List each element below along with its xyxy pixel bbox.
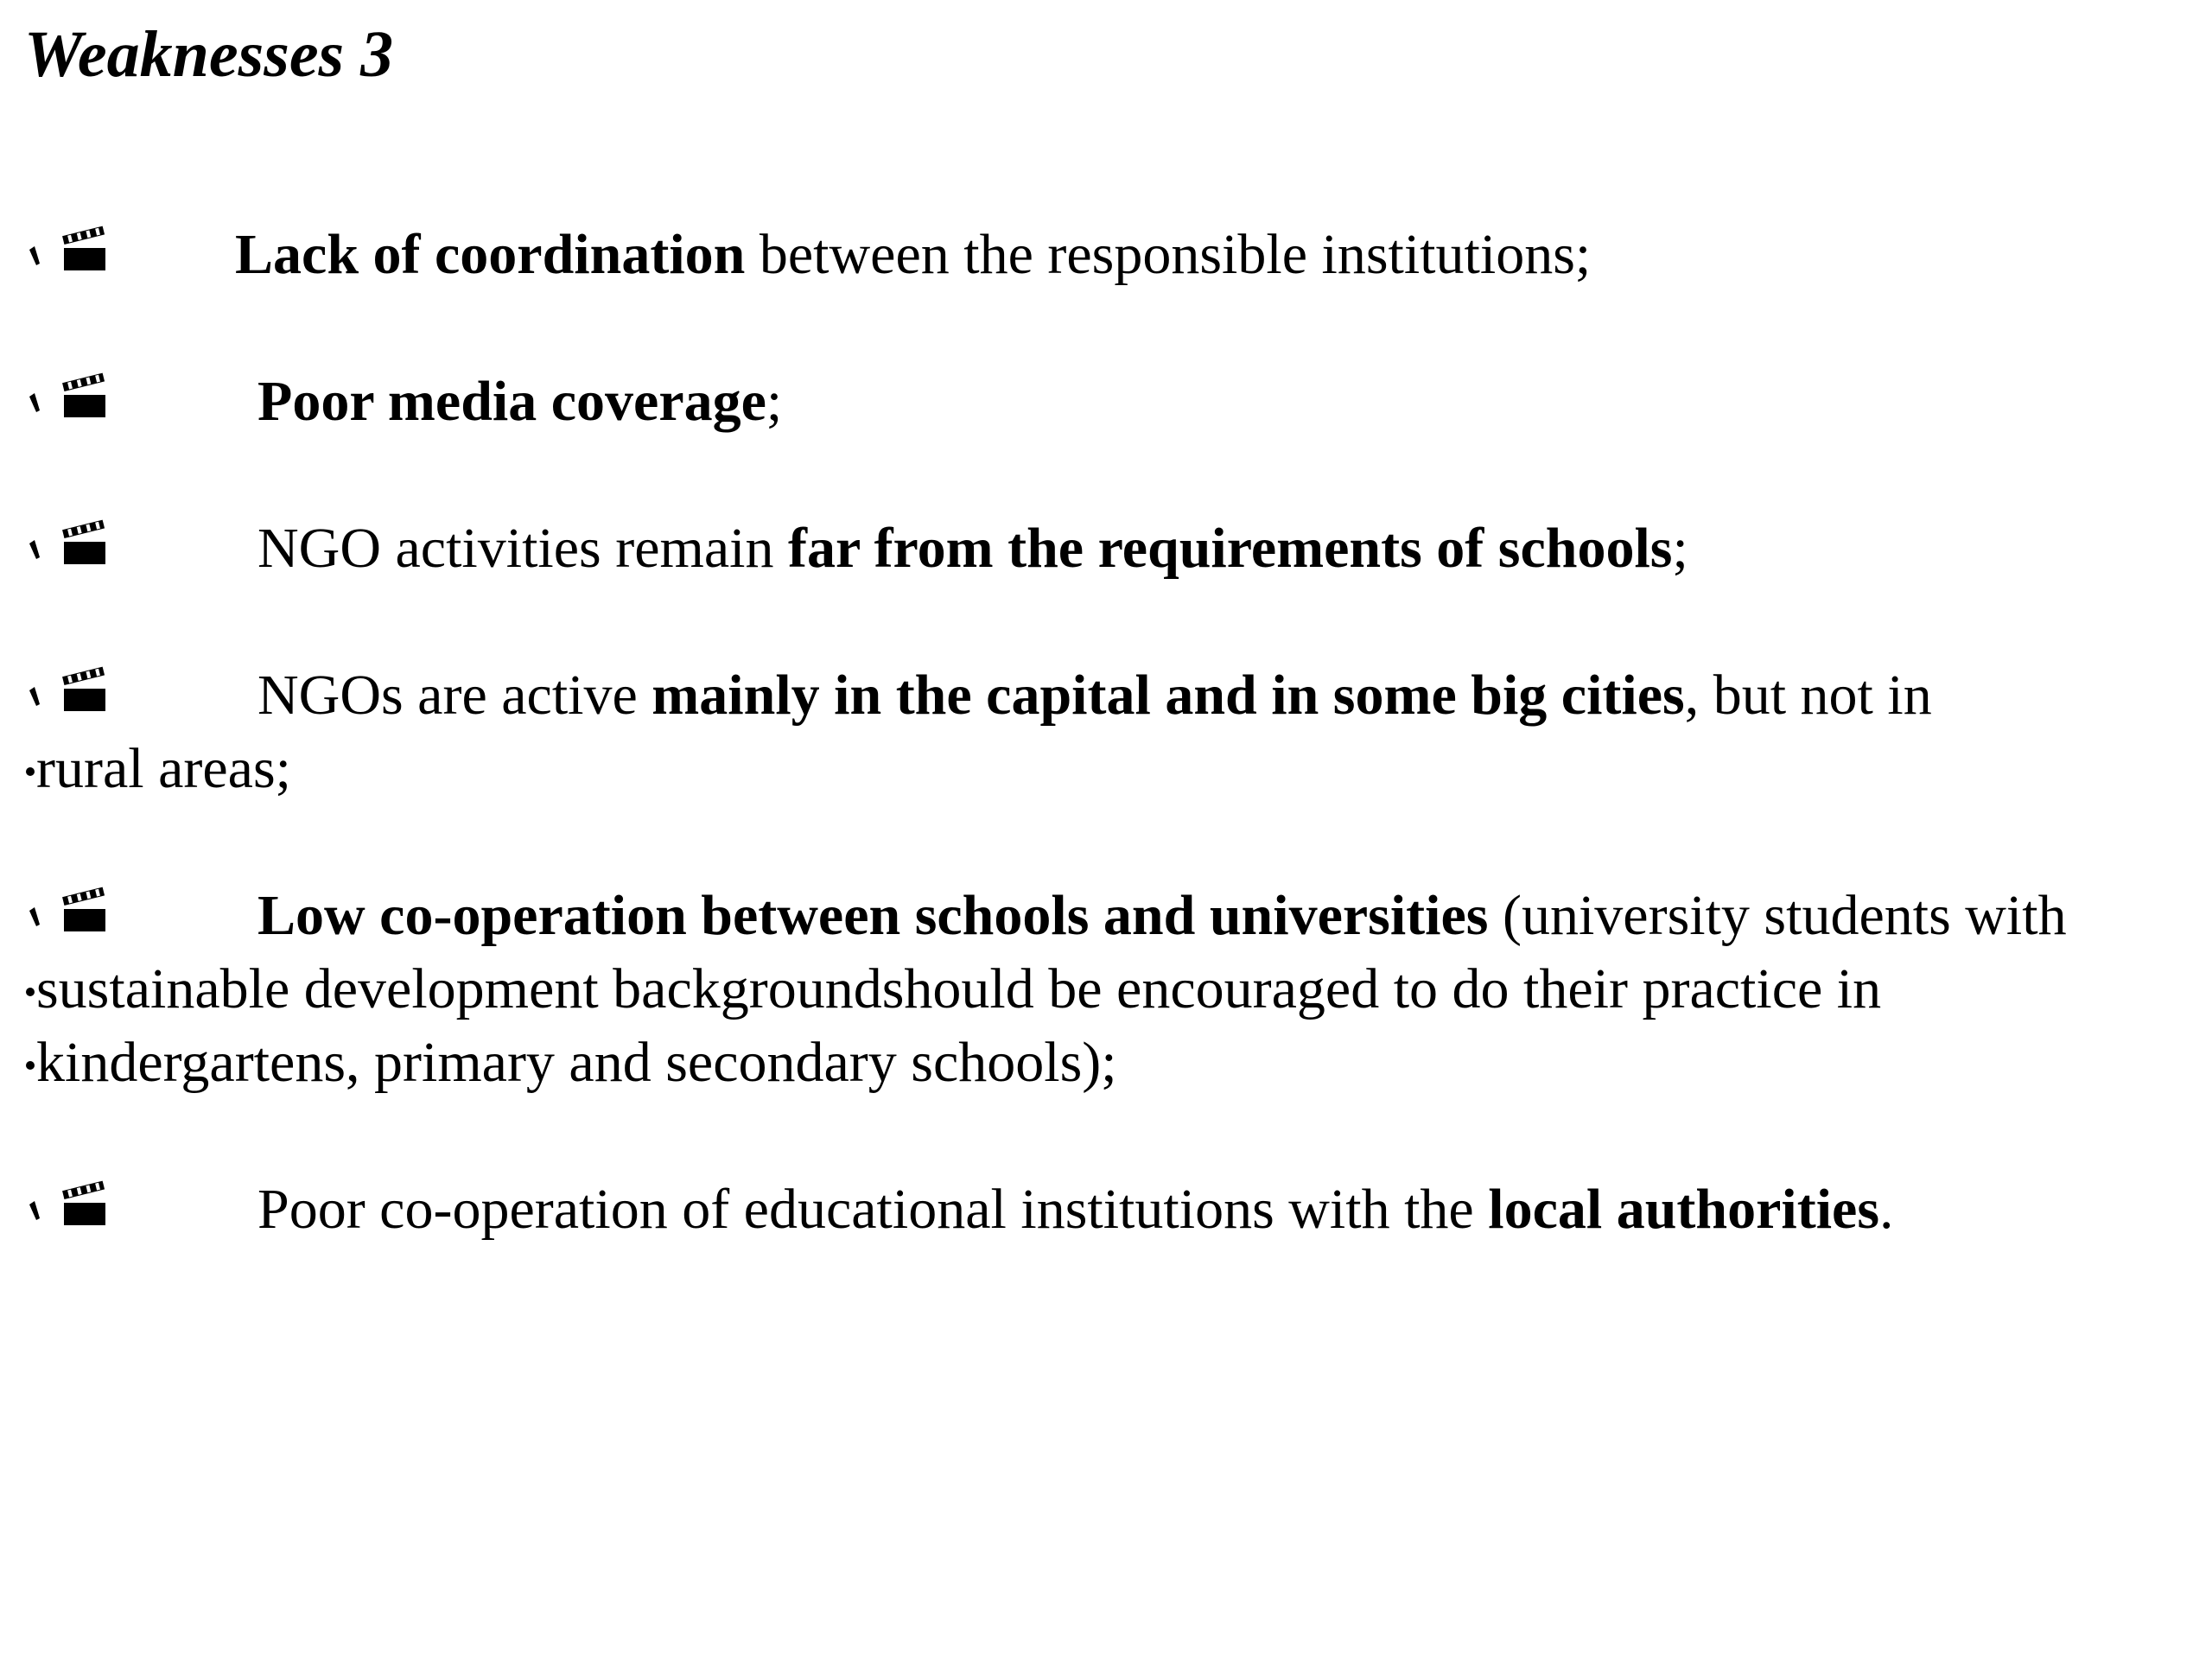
- bullet-text-line: [257, 661, 1932, 730]
- text-run: between the responsible institutions;: [745, 223, 1592, 286]
- text-run: NGOs are active: [257, 664, 652, 727]
- text-run: kindergartens, primary and secondary schools);: [36, 1031, 1117, 1094]
- text-run: rural areas;: [36, 737, 291, 800]
- bold-text: local authorities: [1488, 1178, 1880, 1241]
- continuation-dot: [26, 988, 35, 996]
- bullet-text-line: [257, 367, 782, 436]
- clapperboard-icon: [26, 514, 121, 583]
- bullet-text-line: [36, 1028, 1117, 1097]
- slide-title: Weaknesses 3: [24, 18, 394, 91]
- bullet-text-line: [257, 1175, 1894, 1244]
- bold-text: far from the requirements of schools: [787, 517, 1673, 580]
- clapperboard-icon: [26, 1175, 121, 1244]
- text-run: ;: [766, 370, 783, 433]
- bullet-text-line: [257, 514, 1688, 583]
- bold-text: Low co-operation between schools and universities: [257, 884, 1489, 947]
- continuation-dot: [26, 767, 35, 776]
- clapperboard-icon: [26, 220, 121, 289]
- bullet-text-line: [36, 955, 1881, 1024]
- text-run: NGO activities remain: [257, 517, 788, 580]
- bold-text: Poor media coverage: [257, 370, 766, 433]
- clapperboard-icon: [26, 367, 121, 436]
- bold-text: Lack of coordination: [235, 223, 746, 286]
- text-run: sustainable development backgroundshould be encouraged to do their practice in: [36, 957, 1882, 1020]
- text-run: ;: [1672, 517, 1688, 580]
- clapperboard-icon: [26, 661, 121, 730]
- text-run: Poor co-operation of educational institutions with the: [257, 1178, 1489, 1241]
- text-run: .: [1879, 1178, 1894, 1241]
- clapperboard-icon: [26, 881, 121, 950]
- bullet-text-line: [257, 881, 2067, 950]
- text-run: , but not in: [1684, 664, 1932, 727]
- bold-text: mainly in the capital and in some big cities: [652, 664, 1685, 727]
- text-run: (university students with: [1488, 884, 2067, 947]
- continuation-dot: [26, 1061, 35, 1070]
- bullet-text-line: [235, 220, 1591, 289]
- bullet-text-line: [36, 734, 291, 804]
